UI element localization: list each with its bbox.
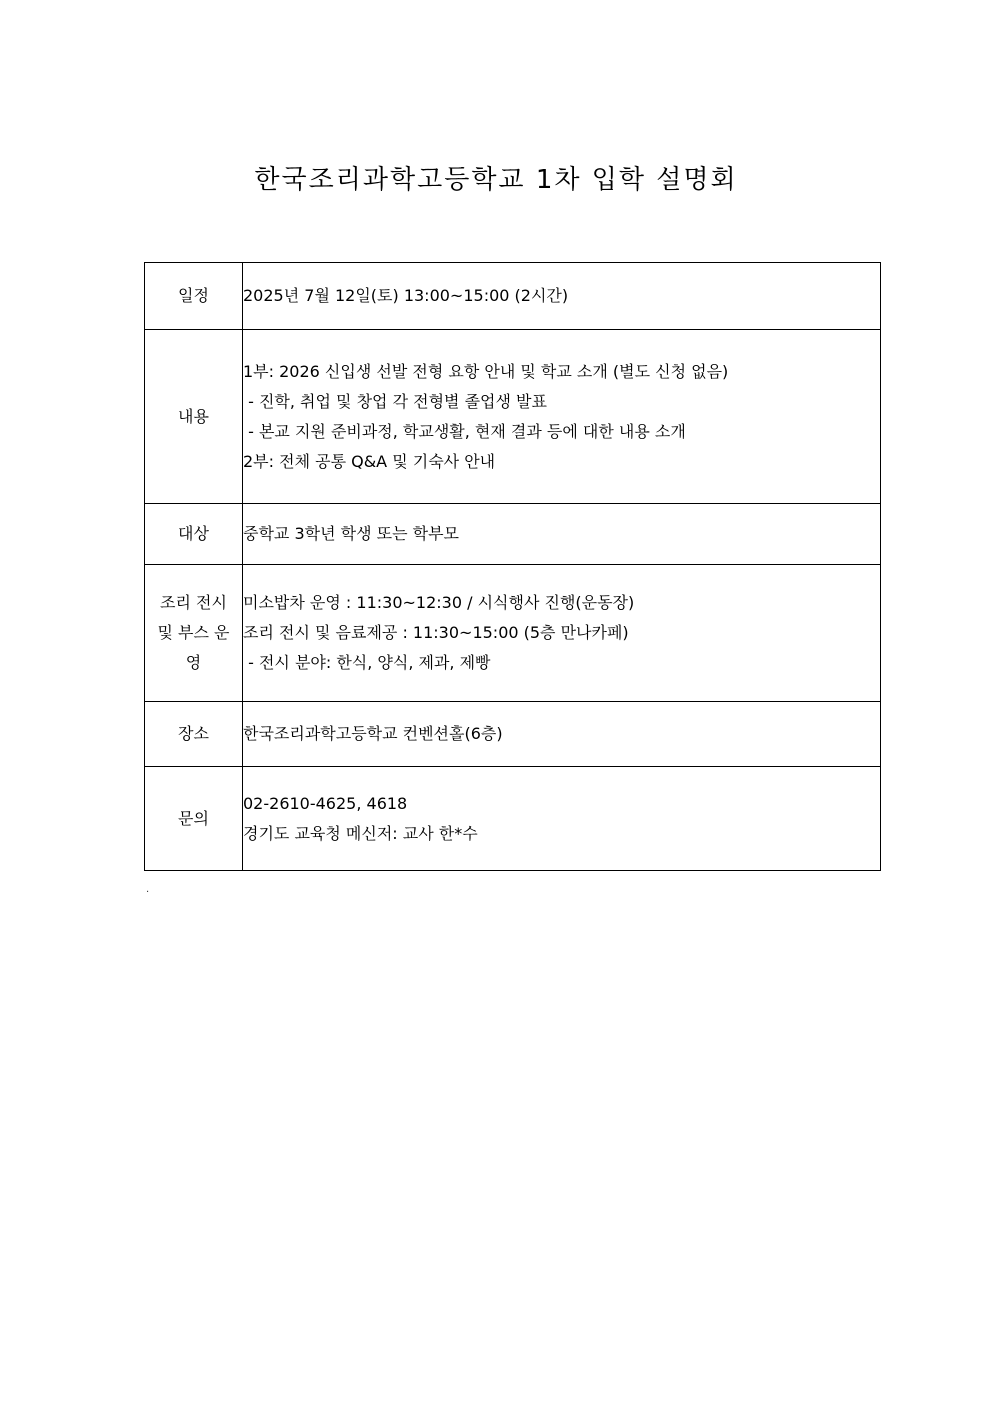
label-line: 및 부스 운 (157, 623, 230, 642)
value-schedule (243, 263, 881, 330)
label-line: 일정 (178, 286, 209, 305)
value-line: 2부: 전체 공통 Q&A 및 기숙사 안내 (243, 451, 496, 471)
value-line: - 전시 분야: 한식, 양식, 제과, 제빵 (243, 653, 491, 672)
value-line: 조리 전시 및 음료제공 : 11:30~15:00 (5층 만나카페) (243, 623, 629, 642)
value-target (243, 504, 881, 565)
label-target (145, 504, 243, 565)
table-row-exhibition (145, 565, 881, 702)
label-line: 영 (185, 653, 202, 672)
table-row-content (145, 330, 881, 504)
table-row-location (145, 702, 881, 767)
table-row-inquiry (145, 767, 881, 871)
label-line: 대상 (178, 524, 209, 543)
value-content (243, 330, 881, 504)
value-line: 미소밥차 운영 : 11:30~12:30 / 시식행사 진행(운동장) (243, 593, 635, 612)
value-location (243, 702, 881, 767)
value-line: 경기도 교육청 메신저: 교사 한*수 (243, 823, 478, 843)
label-line: 내용 (178, 406, 209, 426)
label-content (145, 330, 243, 504)
value-inquiry (243, 767, 881, 871)
label-schedule (145, 263, 243, 330)
footnote-mark: . (146, 884, 150, 895)
info-table (144, 262, 881, 871)
value-line: - 진학, 취업 및 창업 각 전형별 졸업생 발표 (243, 391, 547, 411)
table-row-target (145, 504, 881, 565)
value-exhibition (243, 565, 881, 702)
value-line: 중학교 3학년 학생 또는 학부모 (243, 524, 459, 543)
value-line: 02-2610-4625, 4618 (243, 793, 408, 813)
value-line: - 본교 지원 준비과정, 학교생활, 현재 결과 등에 대한 내용 소개 (243, 421, 686, 441)
value-line: 1부: 2026 신입생 선발 전형 요항 안내 및 학교 소개 (별도 신청 없음) (243, 361, 729, 381)
label-line: 조리 전시 (160, 593, 227, 612)
label-exhibition (145, 565, 243, 702)
value-line: 한국조리과학고등학교 컨벤션홀(6층) (243, 724, 503, 743)
value-line: 2025년 7월 12일(토) 13:00~15:00 (2시간) (243, 286, 569, 305)
table-row-schedule (145, 263, 881, 330)
page-title: 한국조리과학고등학교 1차 입학 설명회 (254, 165, 738, 195)
label-inquiry (145, 767, 243, 871)
label-location (145, 702, 243, 767)
label-line: 문의 (178, 808, 209, 828)
label-line: 장소 (178, 724, 209, 743)
